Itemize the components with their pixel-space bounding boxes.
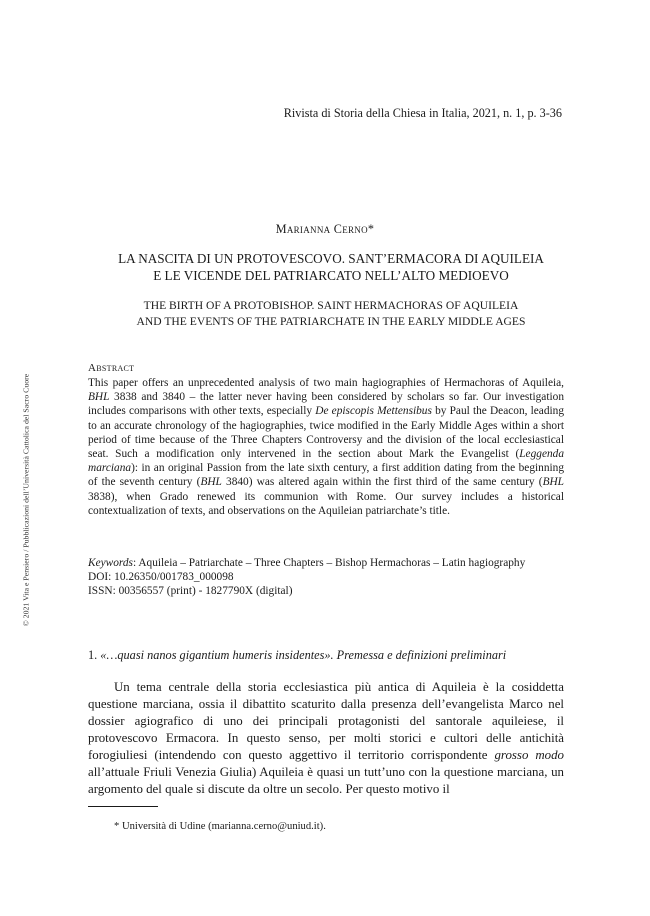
body-italic: grosso modo [494,748,564,762]
abstract-heading: Abstract [88,362,135,374]
abstract-text-part: 3840) was altered again within the first third of the same century ( [221,476,543,489]
abstract-text-part: by Paul the Deacon, leading to an accurate chronology of the hagiographies, twice modified in the Early Middle Ages within a short period of time because of the Three Chapters Controversy and the division of the local ecclesiastical seat. Such a modification only intervened in the section about Mark the Evangelist ( [88,405,565,461]
running-head: Rivista di Storia della Chiesa in Italia, 2021, n. 1, p. 3-36 [283,106,562,120]
author-name: Marianna Cerno* [275,222,375,236]
doi: DOI: 10.26350/001783_000098 [88,571,234,584]
title-italian-line-1: LA NASCITA DI UN PROTOVESCOVO. SANT’ERMACORA DI AQUILEIA [118,251,544,266]
keywords [88,556,564,570]
abstract-italic: BHL [542,476,564,489]
footnote: * Università di Udine (marianna.cerno@uniud.it). [114,821,326,832]
abstract-italic: BHL [200,476,222,489]
title-italian-line-2: E LE VICENDE DEL PATRIARCATO NELL’ALTO MEDIOEVO [153,268,509,283]
abstract-text-part: This paper offers an unprecedented analysis of two main hagiographies of Hermachoras of Aquileia, [88,377,564,389]
keywords-label: Keywords [88,557,133,569]
article-metadata [88,556,564,599]
title-italian [80,250,582,284]
abstract-italic: Leggenda marciana [88,448,564,475]
section-title: . Premessa e definizioni preliminari [330,648,507,662]
keywords-text: : Aquileia – Patriarchate – Three Chapters – Bishop Hermachoras – Latin hagiography [132,557,526,569]
section-quote: «…quasi nanos gigantium humeris insidentes» [100,648,331,662]
body-text-part: all’attuale Friuli Venezia Giulia) Aquileia è quasi un tutt’uno con la questione marciana, un argomento del quale si discute da oltre un secolo. Per questo motivo il [88,765,564,796]
title-english-line-2: AND THE EVENTS OF THE PATRIARCHATE IN THE EARLY MIDDLE AGES [136,315,526,328]
title-english-line-1: THE BIRTH OF A PROTOBISHOP. SAINT HERMACHORAS OF AQUILEIA [143,299,519,312]
body-text-part: Un tema centrale della storia ecclesiastica più antica di Aquileia è la cosiddetta questione marciana, ossia il dibattito scaturito dalla presenza dell’evangelista Marco nel dossier agiografico di uno dei principali protagonisti del santorale aquileiese, il protovescovo Ermacora. In questo senso, per molti storici e cultori delle antichità forogiuliesi (intendendo con questo aggettivo il territorio corrispondente [88,680,564,762]
issn: ISSN: 00356557 (print) - 1827790X (digital) [88,585,293,598]
abstract-text-part: 3838), when Grado renewed its communion with Rome. Our survey includes a historical contextualization of texts, and observations on the Aquileian patriarchate’s title. [88,490,564,517]
abstract-text [88,376,564,518]
footnote-rule [88,806,158,807]
body-paragraph [88,679,564,798]
abstract-italic: De episcopis Mettensibus [315,405,432,418]
abstract-text-part: 3838 and 3840 – the latter never having been considered by scholars so far. Our investigation includes comparisons with other texts, especially [88,391,564,418]
section-heading [88,648,564,663]
title-english [80,298,582,330]
section-number: 1. [88,648,101,662]
abstract-italic: BHL [88,391,110,404]
abstract-text-part: ): in an original Passion from the late sixth century, a first addition dating from the beginning of the seventh century ( [88,462,564,489]
side-copyright-text: © 2021 Vita e Pensiero / Pubblicazioni dell’Università Cattolica del Sacro Cuore [21,373,31,627]
